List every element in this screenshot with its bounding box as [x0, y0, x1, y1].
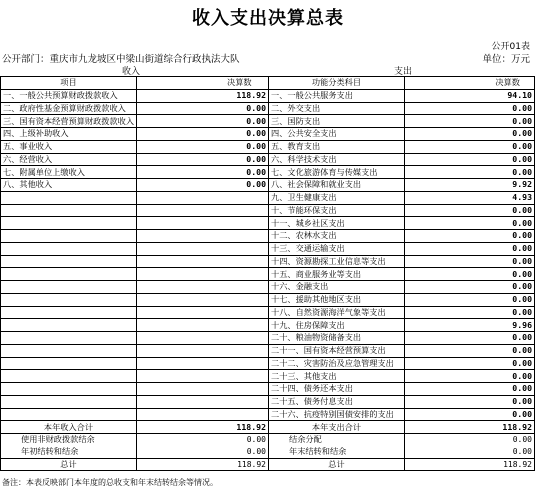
income-item-name: 三、国有资本经营预算财政拨款收入 [1, 115, 137, 128]
expense-item-value: 94.10 [405, 89, 535, 102]
table-row [1, 242, 535, 255]
year-income-label: 本年收入合计 [1, 421, 137, 434]
year-expense-label: 本年支出合计 [269, 421, 405, 434]
grand-total-label-expense: 总计 [269, 458, 405, 471]
expense-item-name: 十四、资源勘探工业信息等支出 [269, 255, 405, 268]
expense-item-name: 十、节能环保支出 [269, 204, 405, 217]
expense-item-value: 0.00 [405, 102, 535, 115]
expense-item-value: 0.00 [405, 383, 535, 396]
begin-balance-label: 年初结转和结余 [1, 446, 137, 458]
income-item-value [137, 408, 269, 421]
expense-item-value: 9.96 [405, 319, 535, 332]
income-item-name [1, 242, 137, 255]
distribution-value: 0.00 [405, 434, 535, 446]
income-item-value [137, 306, 269, 319]
grand-total-income: 118.92 [137, 458, 269, 471]
income-item-name: 一、一般公共预算财政拨款收入 [1, 89, 137, 102]
expense-item-name: 二十五、债务付息支出 [269, 395, 405, 408]
expense-item-value: 4.93 [405, 191, 535, 204]
income-item-name [1, 370, 137, 383]
income-item-value [137, 191, 269, 204]
income-item-value [137, 383, 269, 396]
expense-item-value: 0.00 [405, 204, 535, 217]
section-expense-label: 支出 [394, 67, 413, 77]
income-item-name [1, 383, 137, 396]
expense-item-value: 0.00 [405, 395, 535, 408]
income-item-name [1, 344, 137, 357]
expense-item-name: 十七、援助其他地区支出 [269, 293, 405, 306]
expense-item-name: 十九、住房保障支出 [269, 319, 405, 332]
table-row [1, 191, 535, 204]
expense-item-name: 二十、粮油物资储备支出 [269, 332, 405, 345]
income-item-name: 六、经营收入 [1, 153, 137, 166]
income-item-name [1, 408, 137, 421]
header-expense-amount: 决算数 [405, 77, 535, 90]
income-item-value: 0.00 [137, 166, 269, 179]
table-row [1, 128, 535, 141]
table-header [1, 77, 535, 90]
year-expense-value: 118.92 [405, 421, 535, 434]
income-item-value: 0.00 [137, 153, 269, 166]
income-item-name: 七、附属单位上缴收入 [1, 166, 137, 179]
table-row [1, 281, 535, 294]
grand-total-row [1, 458, 535, 471]
begin-balance-value: 0.00 [137, 446, 269, 458]
table-row [1, 102, 535, 115]
income-item-value: 0.00 [137, 140, 269, 153]
expense-item-value: 0.00 [405, 128, 535, 141]
header-expense-item: 功能分类科目 [269, 77, 405, 90]
income-item-value [137, 281, 269, 294]
expense-item-value: 0.00 [405, 230, 535, 243]
table-row [1, 408, 535, 421]
income-item-name: 二、政府性基金预算财政拨款收入 [1, 102, 137, 115]
expense-item-name: 四、公共安全支出 [269, 128, 405, 141]
income-item-name [1, 293, 137, 306]
income-item-value [137, 357, 269, 370]
income-item-value [137, 319, 269, 332]
table-row [1, 166, 535, 179]
expense-item-value: 0.00 [405, 268, 535, 281]
expense-item-name: 八、社会保障和就业支出 [269, 179, 405, 192]
table-row [1, 255, 535, 268]
expense-item-name: 十五、商业服务业等支出 [269, 268, 405, 281]
expense-item-name: 二十六、抗疫特别国债安排的支出 [269, 408, 405, 421]
income-item-name [1, 357, 137, 370]
income-item-value [137, 217, 269, 230]
income-item-value [137, 230, 269, 243]
total-row-year [1, 421, 535, 434]
income-item-value: 0.00 [137, 102, 269, 115]
expense-item-name: 二、外交支出 [269, 102, 405, 115]
expense-item-value: 9.92 [405, 179, 535, 192]
income-item-value [137, 370, 269, 383]
income-item-name [1, 332, 137, 345]
expense-item-value: 0.00 [405, 281, 535, 294]
income-item-value [137, 293, 269, 306]
table-row [1, 395, 535, 408]
expense-item-value: 0.00 [405, 140, 535, 153]
table-row [1, 357, 535, 370]
table-row [1, 306, 535, 319]
table-row [1, 115, 535, 128]
income-item-name [1, 204, 137, 217]
header-income-item: 项目 [1, 77, 137, 90]
table-row [1, 230, 535, 243]
expense-item-name: 二十一、国有资本经营预算支出 [269, 344, 405, 357]
grand-total-expense: 118.92 [405, 458, 535, 471]
table-row [1, 344, 535, 357]
income-item-name: 四、上级补助收入 [1, 128, 137, 141]
expense-item-name: 九、卫生健康支出 [269, 191, 405, 204]
grand-total-label-income: 总计 [1, 458, 137, 471]
income-item-value [137, 204, 269, 217]
expense-item-name: 十三、交通运输支出 [269, 242, 405, 255]
expense-item-name: 五、教育支出 [269, 140, 405, 153]
income-item-value: 0.00 [137, 115, 269, 128]
budget-table [0, 76, 535, 471]
expense-item-name: 六、科学技术支出 [269, 153, 405, 166]
expense-item-name: 十六、金融支出 [269, 281, 405, 294]
expense-item-value: 0.00 [405, 115, 535, 128]
income-item-name [1, 395, 137, 408]
income-item-value [137, 332, 269, 345]
income-item-value: 0.00 [137, 179, 269, 192]
expense-item-name: 三、国防支出 [269, 115, 405, 128]
expense-item-value: 0.00 [405, 370, 535, 383]
expense-item-name: 一、一般公共服务支出 [269, 89, 405, 102]
expense-item-value: 0.00 [405, 306, 535, 319]
income-item-name [1, 268, 137, 281]
nonfiscal-value: 0.00 [137, 434, 269, 446]
footnote: 备注：本表反映部门本年度的总收支和年末结转结余等情况。 [2, 478, 218, 487]
end-balance-value: 0.00 [405, 446, 535, 458]
income-item-value [137, 268, 269, 281]
section-income-label: 收入 [122, 67, 141, 77]
nonfiscal-label: 使用非财政拨款结余 [1, 434, 137, 446]
expense-item-value: 0.00 [405, 332, 535, 345]
table-row [1, 179, 535, 192]
header-income-amount: 决算数 [137, 77, 269, 90]
total-row-nonfiscal [1, 434, 535, 446]
table-row [1, 319, 535, 332]
expense-item-name: 二十三、其他支出 [269, 370, 405, 383]
table-row [1, 89, 535, 102]
year-income-value: 118.92 [137, 421, 269, 434]
page-title: 收入支出决算总表 [192, 8, 344, 29]
table-row [1, 204, 535, 217]
distribution-label: 结余分配 [269, 434, 405, 446]
table-row [1, 268, 535, 281]
income-item-name: 八、其他收入 [1, 179, 137, 192]
expense-item-name: 十八、自然资源海洋气象等支出 [269, 306, 405, 319]
expense-item-name: 十二、农林水支出 [269, 230, 405, 243]
department-label: 公开部门：重庆市九龙坡区中梁山街道综合行政执法大队 [2, 54, 240, 65]
expense-item-value: 0.00 [405, 217, 535, 230]
income-item-value [137, 242, 269, 255]
expense-item-value: 0.00 [405, 357, 535, 370]
income-item-name [1, 255, 137, 268]
income-item-name [1, 230, 137, 243]
expense-item-value: 0.00 [405, 255, 535, 268]
table-row [1, 153, 535, 166]
table-row [1, 332, 535, 345]
income-item-name [1, 191, 137, 204]
income-item-name: 五、事业收入 [1, 140, 137, 153]
expense-item-value: 0.00 [405, 344, 535, 357]
table-row [1, 293, 535, 306]
expense-item-value: 0.00 [405, 293, 535, 306]
table-row [1, 370, 535, 383]
expense-item-value: 0.00 [405, 408, 535, 421]
income-item-name [1, 319, 137, 332]
table-row [1, 383, 535, 396]
expense-item-value: 0.00 [405, 153, 535, 166]
total-row-carryover [1, 446, 535, 458]
table-row [1, 217, 535, 230]
expense-item-name: 七、文化旅游体育与传媒支出 [269, 166, 405, 179]
end-balance-label: 年末结转和结余 [269, 446, 405, 458]
income-item-name [1, 281, 137, 294]
income-item-value [137, 255, 269, 268]
income-item-name [1, 217, 137, 230]
unit-label: 单位：万元 [482, 54, 530, 65]
income-item-value: 0.00 [137, 128, 269, 141]
table-row [1, 140, 535, 153]
expense-item-name: 二十二、灾害防治及应急管理支出 [269, 357, 405, 370]
expense-item-name: 二十四、债务还本支出 [269, 383, 405, 396]
income-item-value [137, 344, 269, 357]
expense-item-value: 0.00 [405, 242, 535, 255]
expense-item-name: 十一、城乡社区支出 [269, 217, 405, 230]
income-item-value [137, 395, 269, 408]
expense-item-value: 0.00 [405, 166, 535, 179]
income-item-value: 118.92 [137, 89, 269, 102]
income-item-name [1, 306, 137, 319]
form-code: 公开01表 [491, 42, 530, 52]
